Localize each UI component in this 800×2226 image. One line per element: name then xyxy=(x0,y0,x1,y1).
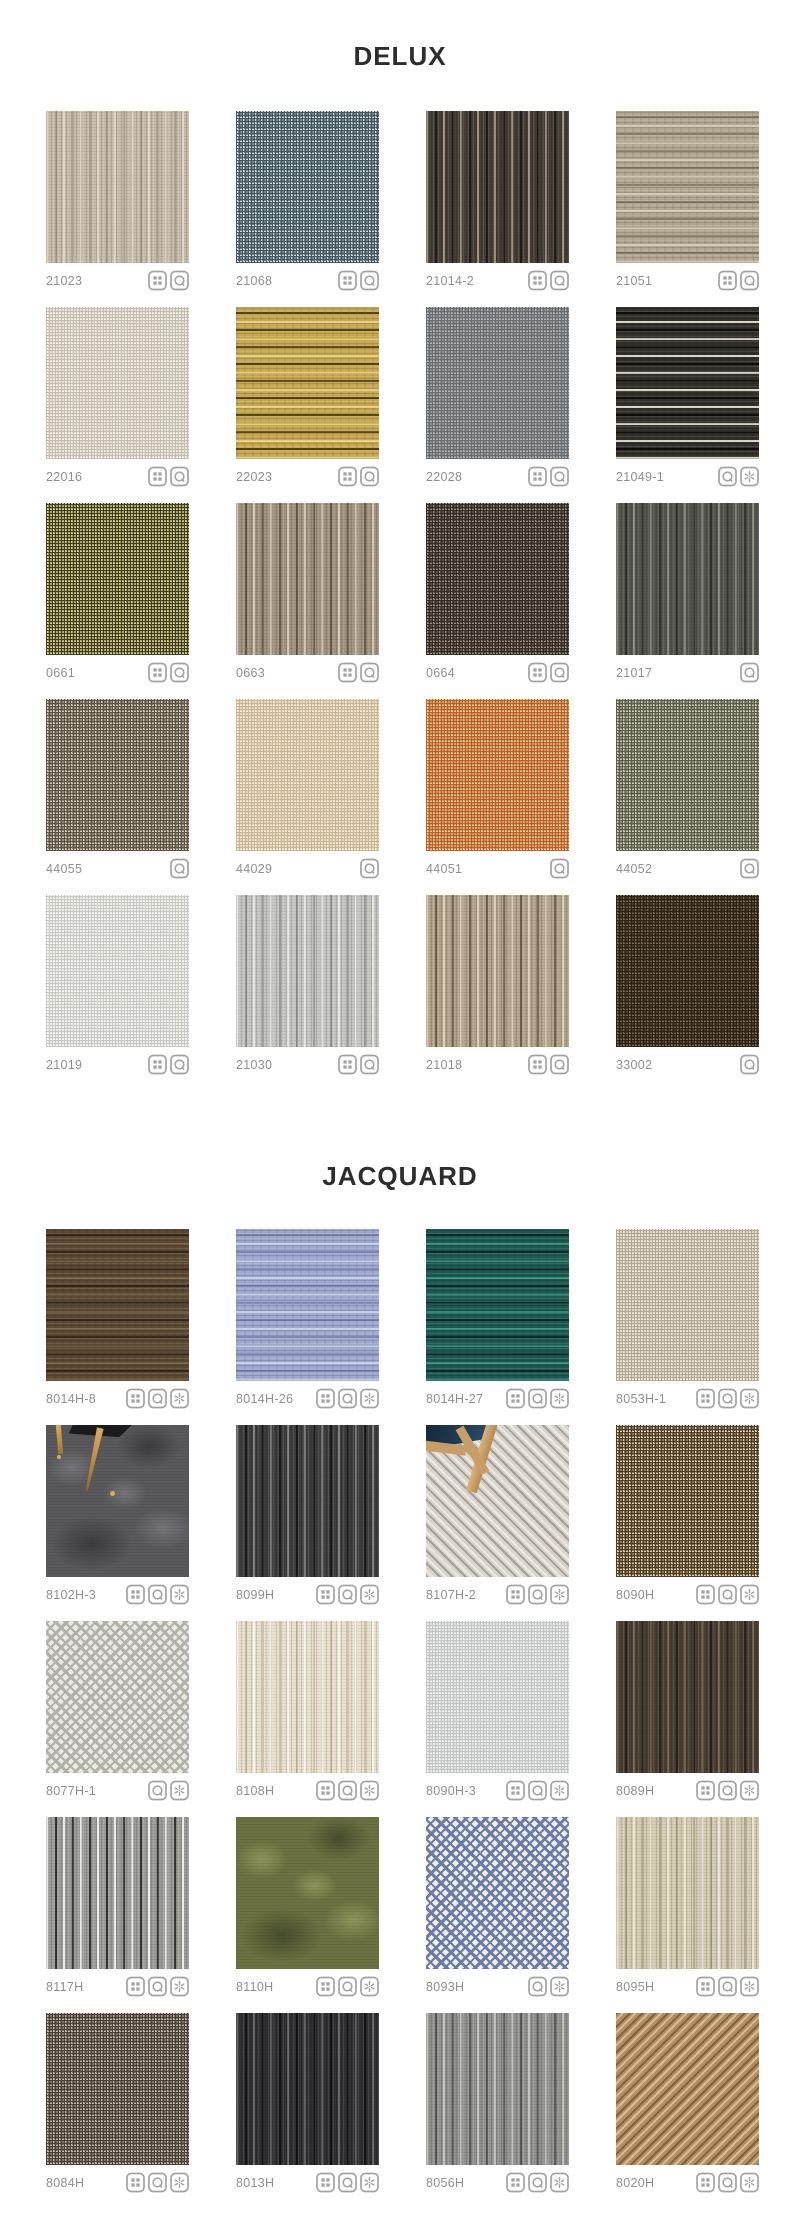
swatch-card[interactable] xyxy=(616,1621,759,1801)
care-icons xyxy=(148,662,189,683)
circle-icon xyxy=(360,662,379,683)
care-icons xyxy=(696,1780,759,1801)
swatch-meta xyxy=(426,1976,569,1997)
care-icons xyxy=(528,270,569,291)
swatch-meta xyxy=(46,1054,189,1075)
swatch-meta xyxy=(616,1388,759,1409)
swatch-code: 21051 xyxy=(616,273,653,288)
circle-icon xyxy=(528,1388,547,1409)
swatch-card[interactable] xyxy=(616,1425,759,1605)
grid-icon xyxy=(696,2172,715,2193)
care-icons xyxy=(338,466,379,487)
swatch-card[interactable] xyxy=(616,307,759,487)
fabric-swatch xyxy=(616,111,759,263)
circle-icon xyxy=(360,858,379,879)
care-icons xyxy=(528,1054,569,1075)
grid-icon xyxy=(316,1584,335,1605)
swatch-card[interactable] xyxy=(236,1425,379,1605)
care-icons xyxy=(528,466,569,487)
swatch-meta xyxy=(236,1780,379,1801)
snowflake-icon xyxy=(550,1584,569,1605)
swatch-code: 8014H-8 xyxy=(46,1391,97,1406)
swatch-card[interactable] xyxy=(616,1229,759,1409)
circle-icon xyxy=(718,1584,737,1605)
snowflake-icon xyxy=(360,1388,379,1409)
swatch-meta xyxy=(46,858,189,879)
grid-icon xyxy=(506,1780,525,1801)
snowflake-icon xyxy=(740,1976,759,1997)
care-icons xyxy=(148,466,189,487)
care-icons xyxy=(740,858,759,879)
swatch-meta xyxy=(616,2172,759,2193)
fabric-swatch xyxy=(426,895,569,1047)
swatch-code: 33002 xyxy=(616,1057,653,1072)
swatch-meta xyxy=(46,1584,189,1605)
swatch-card[interactable] xyxy=(46,895,189,1075)
circle-icon xyxy=(718,1388,737,1409)
swatch-card[interactable] xyxy=(426,895,569,1075)
swatch-meta xyxy=(616,1780,759,1801)
care-icons xyxy=(316,1584,379,1605)
swatch-code: 8107H-2 xyxy=(426,1587,477,1602)
swatch-meta xyxy=(236,2172,379,2193)
fabric-swatch xyxy=(426,111,569,263)
swatch-code: 21023 xyxy=(46,273,83,288)
fabric-swatch xyxy=(46,2013,189,2165)
section-title-jacquard: JACQUARD xyxy=(322,1161,478,1191)
circle-icon xyxy=(718,1780,737,1801)
swatch-card[interactable] xyxy=(426,699,569,879)
swatch-code: 8090H xyxy=(616,1587,655,1602)
swatch-card[interactable] xyxy=(236,895,379,1075)
swatch-code: 8093H xyxy=(426,1979,465,1994)
grid-icon xyxy=(718,270,737,291)
swatch-code: 8020H xyxy=(616,2175,655,2190)
swatch-card[interactable] xyxy=(236,307,379,487)
swatch-card[interactable] xyxy=(426,1621,569,1801)
circle-icon xyxy=(550,1054,569,1075)
care-icons xyxy=(740,662,759,683)
swatch-card[interactable] xyxy=(426,1229,569,1409)
grid-icon xyxy=(696,1780,715,1801)
swatch-meta xyxy=(236,1388,379,1409)
grid-icon xyxy=(506,1584,525,1605)
swatch-card[interactable] xyxy=(46,1817,189,1997)
circle-icon xyxy=(148,2172,167,2193)
swatch-meta xyxy=(426,1388,569,1409)
fabric-swatch xyxy=(426,503,569,655)
swatch-code: 22028 xyxy=(426,469,463,484)
swatch-card[interactable] xyxy=(46,699,189,879)
circle-icon xyxy=(170,858,189,879)
circle-icon xyxy=(550,466,569,487)
fabric-swatch xyxy=(236,699,379,851)
care-icons xyxy=(338,662,379,683)
swatch-code: 8108H xyxy=(236,1783,275,1798)
swatch-meta xyxy=(46,1976,189,1997)
grid-icon xyxy=(506,1388,525,1409)
catalog-page xyxy=(0,43,800,2226)
grid-icon xyxy=(316,1780,335,1801)
swatch-code: 44055 xyxy=(46,861,83,876)
swatch-card[interactable] xyxy=(426,111,569,291)
fabric-swatch xyxy=(616,1229,759,1381)
snowflake-icon xyxy=(170,2172,189,2193)
fabric-swatch xyxy=(426,699,569,851)
grid-icon xyxy=(126,1388,145,1409)
swatch-meta xyxy=(46,2172,189,2193)
swatch-meta xyxy=(616,662,759,683)
circle-icon xyxy=(148,1976,167,1997)
circle-icon xyxy=(740,1054,759,1075)
circle-icon xyxy=(528,1780,547,1801)
swatch-card[interactable] xyxy=(46,503,189,683)
fabric-swatch xyxy=(616,1425,759,1577)
swatch-code: 8077H-1 xyxy=(46,1783,97,1798)
fabric-swatch xyxy=(616,1817,759,1969)
fabric-swatch xyxy=(46,1621,189,1773)
swatch-code: 8014H-27 xyxy=(426,1391,484,1406)
swatch-code: 21049-1 xyxy=(616,469,664,484)
fabric-swatch xyxy=(616,1621,759,1773)
circle-icon xyxy=(550,858,569,879)
circle-icon xyxy=(148,1388,167,1409)
snowflake-icon xyxy=(740,2172,759,2193)
swatch-code: 44029 xyxy=(236,861,273,876)
swatch-card[interactable] xyxy=(236,1621,379,1801)
swatch-card[interactable] xyxy=(46,2013,189,2193)
care-icons xyxy=(338,1054,379,1075)
swatch-meta xyxy=(616,1584,759,1605)
care-icons xyxy=(126,1388,189,1409)
care-icons xyxy=(696,2172,759,2193)
fabric-swatch xyxy=(426,1229,569,1381)
swatch-meta xyxy=(46,1388,189,1409)
grid-icon xyxy=(126,2172,145,2193)
care-icons xyxy=(506,1780,569,1801)
swatch-meta xyxy=(616,1054,759,1075)
swatch-code: 8090H-3 xyxy=(426,1783,477,1798)
care-icons xyxy=(506,2172,569,2193)
snowflake-icon xyxy=(550,1780,569,1801)
circle-icon xyxy=(170,466,189,487)
circle-icon xyxy=(528,1584,547,1605)
swatch-code: 44051 xyxy=(426,861,463,876)
swatch-card[interactable] xyxy=(236,699,379,879)
circle-icon xyxy=(170,270,189,291)
circle-icon xyxy=(338,1780,357,1801)
grid-icon xyxy=(696,1976,715,1997)
fabric-swatch xyxy=(46,1817,189,1969)
grid-icon xyxy=(338,466,357,487)
circle-icon xyxy=(550,270,569,291)
care-icons xyxy=(316,1780,379,1801)
swatch-card[interactable] xyxy=(46,307,189,487)
swatch-meta xyxy=(616,466,759,487)
grid-icon xyxy=(316,2172,335,2193)
swatch-card[interactable] xyxy=(426,1817,569,1997)
snowflake-icon xyxy=(360,1780,379,1801)
swatch-meta xyxy=(236,662,379,683)
swatch-code: 8099H xyxy=(236,1587,275,1602)
swatch-grid-jacquard xyxy=(46,1229,759,2193)
swatch-code: 21068 xyxy=(236,273,273,288)
swatch-code: 8014H-26 xyxy=(236,1391,294,1406)
care-icons xyxy=(316,1976,379,1997)
circle-icon xyxy=(148,1780,167,1801)
swatch-meta xyxy=(236,270,379,291)
chair-leg-photo-overlay xyxy=(46,1425,189,1577)
grid-icon xyxy=(528,270,547,291)
care-icons xyxy=(126,2172,189,2193)
swatch-meta xyxy=(426,1584,569,1605)
fabric-swatch xyxy=(236,1229,379,1381)
chair-frame-photo-overlay xyxy=(426,1425,569,1577)
grid-icon xyxy=(316,1388,335,1409)
swatch-code: 21019 xyxy=(46,1057,83,1072)
circle-icon xyxy=(170,1054,189,1075)
swatch-meta xyxy=(426,270,569,291)
care-icons xyxy=(696,1584,759,1605)
swatch-card[interactable] xyxy=(616,699,759,879)
swatch-meta xyxy=(616,270,759,291)
fabric-swatch xyxy=(616,2013,759,2165)
fabric-swatch xyxy=(46,1229,189,1381)
swatch-code: 21018 xyxy=(426,1057,463,1072)
swatch-meta xyxy=(46,466,189,487)
swatch-meta xyxy=(426,858,569,879)
swatch-code: 8117H xyxy=(46,1979,84,1994)
fabric-swatch xyxy=(426,1817,569,1969)
grid-icon xyxy=(338,662,357,683)
care-icons xyxy=(126,1584,189,1605)
snowflake-icon xyxy=(740,1388,759,1409)
fabric-swatch xyxy=(616,307,759,459)
fabric-swatch xyxy=(616,699,759,851)
circle-icon xyxy=(718,466,737,487)
grid-icon xyxy=(506,2172,525,2193)
swatch-card[interactable] xyxy=(426,503,569,683)
fabric-swatch xyxy=(46,895,189,1047)
fabric-swatch xyxy=(426,307,569,459)
snowflake-icon xyxy=(740,466,759,487)
care-icons xyxy=(718,466,759,487)
swatch-meta xyxy=(426,662,569,683)
circle-icon xyxy=(338,1976,357,1997)
swatch-code: 21014-2 xyxy=(426,273,474,288)
snowflake-icon xyxy=(170,1780,189,1801)
circle-icon xyxy=(740,270,759,291)
grid-icon xyxy=(696,1584,715,1605)
swatch-card[interactable] xyxy=(616,1817,759,1997)
fabric-swatch xyxy=(616,895,759,1047)
swatch-meta xyxy=(426,1780,569,1801)
circle-icon xyxy=(170,662,189,683)
circle-icon xyxy=(338,2172,357,2193)
swatch-meta xyxy=(426,1054,569,1075)
swatch-meta xyxy=(46,270,189,291)
swatch-code: 0664 xyxy=(426,665,456,680)
swatch-code: 8013H xyxy=(236,2175,275,2190)
fabric-swatch xyxy=(236,1621,379,1773)
care-icons xyxy=(338,270,379,291)
snowflake-icon xyxy=(170,1584,189,1605)
swatch-card[interactable] xyxy=(46,1229,189,1409)
snowflake-icon xyxy=(170,1388,189,1409)
circle-icon xyxy=(718,2172,737,2193)
circle-icon xyxy=(360,270,379,291)
circle-icon xyxy=(550,662,569,683)
grid-icon xyxy=(148,1054,167,1075)
fabric-swatch xyxy=(236,895,379,1047)
grid-icon xyxy=(148,466,167,487)
fabric-swatch xyxy=(236,111,379,263)
swatch-card[interactable] xyxy=(46,111,189,291)
care-icons xyxy=(696,1976,759,1997)
care-icons xyxy=(528,662,569,683)
swatch-card[interactable] xyxy=(236,111,379,291)
swatch-code: 8102H-3 xyxy=(46,1587,97,1602)
fabric-swatch xyxy=(46,307,189,459)
care-icons xyxy=(148,1780,189,1801)
snowflake-icon xyxy=(740,1584,759,1605)
grid-icon xyxy=(528,662,547,683)
swatch-meta xyxy=(236,1976,379,1997)
grid-icon xyxy=(528,466,547,487)
care-icons xyxy=(718,270,759,291)
swatch-code: 22023 xyxy=(236,469,273,484)
swatch-code: 44052 xyxy=(616,861,653,876)
swatch-card[interactable] xyxy=(236,1817,379,1997)
swatch-meta xyxy=(426,2172,569,2193)
swatch-meta xyxy=(46,1780,189,1801)
swatch-card[interactable] xyxy=(616,503,759,683)
care-icons xyxy=(148,1054,189,1075)
snowflake-icon xyxy=(360,2172,379,2193)
swatch-card[interactable] xyxy=(426,1425,569,1605)
fabric-swatch xyxy=(236,503,379,655)
swatch-card[interactable] xyxy=(236,2013,379,2193)
care-icons xyxy=(506,1388,569,1409)
circle-icon xyxy=(718,1976,737,1997)
circle-icon xyxy=(360,466,379,487)
grid-icon xyxy=(126,1976,145,1997)
swatch-card[interactable] xyxy=(426,2013,569,2193)
fabric-swatch xyxy=(236,1425,379,1577)
swatch-code: 8056H xyxy=(426,2175,465,2190)
swatch-code: 21017 xyxy=(616,665,653,680)
swatch-card[interactable] xyxy=(616,895,759,1075)
snowflake-icon xyxy=(360,1584,379,1605)
swatch-card[interactable] xyxy=(616,2013,759,2193)
fabric-swatch xyxy=(236,1817,379,1969)
snowflake-icon xyxy=(740,1780,759,1801)
care-icons xyxy=(360,858,379,879)
circle-icon xyxy=(360,1054,379,1075)
swatch-meta xyxy=(616,858,759,879)
grid-icon xyxy=(126,1584,145,1605)
grid-icon xyxy=(338,270,357,291)
swatch-code: 8095H xyxy=(616,1979,655,1994)
care-icons xyxy=(550,858,569,879)
snowflake-icon xyxy=(550,1388,569,1409)
swatch-code: 8089H xyxy=(616,1783,655,1798)
swatch-grid-delux xyxy=(46,111,759,1075)
care-icons xyxy=(528,1976,569,1997)
grid-icon xyxy=(148,662,167,683)
fabric-swatch xyxy=(426,2013,569,2165)
fabric-swatch xyxy=(46,699,189,851)
grid-icon xyxy=(148,270,167,291)
swatch-meta xyxy=(236,466,379,487)
care-icons xyxy=(126,1976,189,1997)
care-icons xyxy=(148,270,189,291)
grid-icon xyxy=(316,1976,335,1997)
snowflake-icon xyxy=(550,1976,569,1997)
circle-icon xyxy=(528,2172,547,2193)
fabric-swatch xyxy=(46,1425,189,1577)
snowflake-icon xyxy=(170,1976,189,1997)
fabric-swatch xyxy=(426,1621,569,1773)
fabric-swatch xyxy=(426,1425,569,1577)
swatch-meta xyxy=(236,1584,379,1605)
care-icons xyxy=(170,858,189,879)
grid-icon xyxy=(528,1054,547,1075)
circle-icon xyxy=(740,662,759,683)
swatch-code: 8084H xyxy=(46,2175,85,2190)
fabric-swatch xyxy=(236,2013,379,2165)
fabric-swatch xyxy=(616,503,759,655)
swatch-card[interactable] xyxy=(236,1229,379,1409)
swatch-meta xyxy=(616,1976,759,1997)
fabric-swatch xyxy=(46,503,189,655)
care-icons xyxy=(506,1584,569,1605)
swatch-code: 0661 xyxy=(46,665,76,680)
swatch-code: 8110H xyxy=(236,1979,274,1994)
grid-icon xyxy=(338,1054,357,1075)
swatch-meta xyxy=(236,858,379,879)
swatch-card[interactable] xyxy=(616,111,759,291)
swatch-card[interactable] xyxy=(46,1621,189,1801)
swatch-code: 21030 xyxy=(236,1057,273,1072)
swatch-card[interactable] xyxy=(46,1425,189,1605)
swatch-code: 22016 xyxy=(46,469,83,484)
circle-icon xyxy=(338,1388,357,1409)
circle-icon xyxy=(338,1584,357,1605)
swatch-card[interactable] xyxy=(236,503,379,683)
grid-icon xyxy=(696,1388,715,1409)
fabric-swatch xyxy=(46,111,189,263)
circle-icon xyxy=(528,1976,547,1997)
snowflake-icon xyxy=(550,2172,569,2193)
swatch-card[interactable] xyxy=(426,307,569,487)
swatch-code: 0663 xyxy=(236,665,266,680)
care-icons xyxy=(316,2172,379,2193)
circle-icon xyxy=(148,1584,167,1605)
care-icons xyxy=(316,1388,379,1409)
care-icons xyxy=(740,1054,759,1075)
swatch-meta xyxy=(236,1054,379,1075)
fabric-swatch xyxy=(236,307,379,459)
care-icons xyxy=(696,1388,759,1409)
swatch-meta xyxy=(426,466,569,487)
swatch-code: 8053H-1 xyxy=(616,1391,667,1406)
swatch-meta xyxy=(46,662,189,683)
section-title-delux: DELUX xyxy=(353,41,447,71)
snowflake-icon xyxy=(360,1976,379,1997)
circle-icon xyxy=(740,858,759,879)
